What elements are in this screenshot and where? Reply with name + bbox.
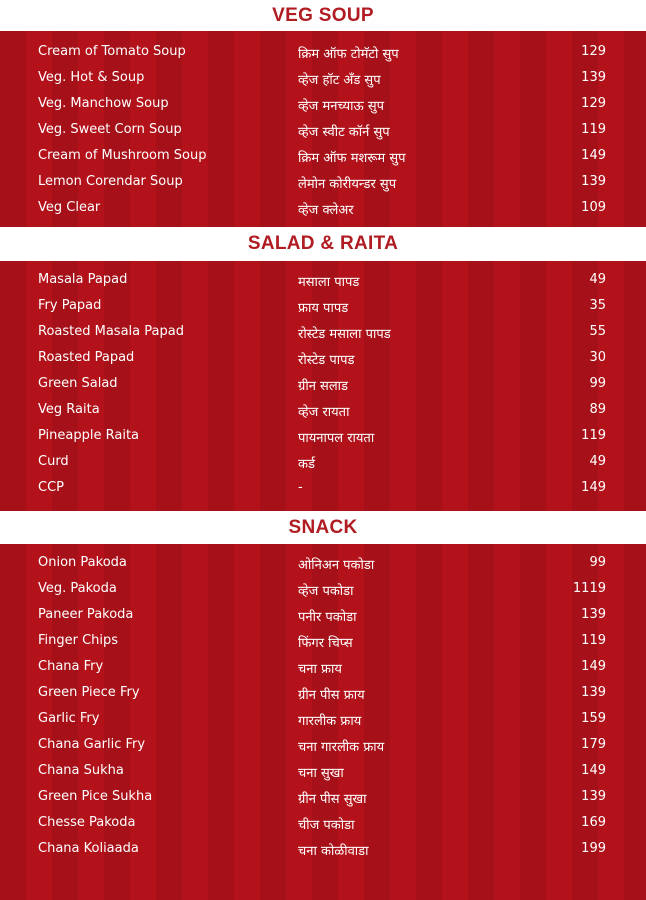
item-name-marathi: चना सुखा — [298, 766, 344, 781]
item-name: Roasted Masala Papad — [38, 324, 184, 339]
menu-item — [0, 476, 646, 502]
section-header-salad-raita — [0, 227, 646, 261]
menu-item — [0, 40, 646, 66]
item-price: 139 — [581, 685, 606, 700]
item-name-marathi: व्हेज रायता — [298, 405, 350, 420]
item-price: 139 — [581, 607, 606, 622]
item-name-marathi: व्हेज स्वीट कॉर्न सुप — [298, 125, 390, 140]
item-name-marathi: - — [298, 480, 303, 495]
item-name: Veg Clear — [38, 200, 101, 215]
item-name-marathi: व्हेज क्लेअर — [298, 203, 354, 218]
item-name-marathi: रोस्टेड पापड — [298, 353, 355, 368]
item-name-marathi: फिंगर चिप्स — [298, 636, 353, 651]
menu-item — [0, 811, 646, 837]
item-name-marathi: ग्रीन पीस फ्राय — [298, 688, 365, 703]
item-name: CCP — [38, 480, 64, 495]
item-name: Cream of Tomato Soup — [38, 44, 186, 59]
menu-item — [0, 655, 646, 681]
item-name: Chana Fry — [38, 659, 104, 674]
section-title: SALAD & RAITA — [247, 233, 399, 254]
item-price: 99 — [589, 376, 606, 391]
item-name-marathi: चना कोळीवाडा — [298, 844, 369, 859]
item-price: 109 — [581, 200, 606, 215]
section-title: VEG SOUP — [272, 4, 374, 26]
item-name: Veg. Sweet Corn Soup — [38, 122, 182, 137]
menu-item — [0, 92, 646, 118]
section-header-snack — [0, 511, 646, 544]
item-price: 1119 — [572, 581, 606, 596]
item-name-marathi: चना फ्राय — [298, 662, 342, 677]
section-title: SNACK — [288, 516, 358, 538]
item-name: Chana Koliaada — [38, 841, 139, 856]
section-list-veg-soup — [0, 31, 646, 227]
item-name-marathi: गारलीक फ्राय — [298, 714, 362, 729]
item-price: 149 — [581, 480, 606, 495]
item-name: Chesse Pakoda — [38, 815, 136, 830]
item-price: 139 — [581, 174, 606, 189]
menu-item — [0, 837, 646, 863]
item-name: Veg. Manchow Soup — [38, 96, 169, 111]
section-list-snack — [0, 544, 646, 900]
menu-item — [0, 681, 646, 707]
item-price: 49 — [589, 454, 606, 469]
item-name: Green Pice Sukha — [38, 789, 153, 804]
item-price: 35 — [589, 298, 606, 313]
menu-item — [0, 398, 646, 424]
item-name: Onion Pakoda — [38, 555, 127, 570]
item-name: Green Piece Fry — [38, 685, 140, 700]
item-name-marathi: पनीर पकोडा — [298, 610, 357, 625]
menu-item — [0, 424, 646, 450]
item-name: Masala Papad — [38, 272, 128, 287]
menu-item — [0, 320, 646, 346]
item-name-marathi: रोस्टेड मसाला पापड — [298, 327, 391, 342]
menu-item — [0, 346, 646, 372]
item-name-marathi: ग्रीन पीस सुखा — [298, 792, 367, 807]
item-price: 49 — [589, 272, 606, 287]
menu-item — [0, 196, 646, 222]
menu-item — [0, 759, 646, 785]
item-name-marathi: लेमोन कोरीयन्डर सुप — [298, 177, 397, 192]
menu-item — [0, 118, 646, 144]
menu-item — [0, 450, 646, 476]
item-name: Cream of Mushroom Soup — [38, 148, 207, 163]
menu-item — [0, 170, 646, 196]
item-name: Chana Sukha — [38, 763, 124, 778]
item-price: 149 — [581, 763, 606, 778]
item-name: Veg. Pakoda — [38, 581, 117, 596]
item-price: 89 — [589, 402, 606, 417]
item-price: 179 — [581, 737, 606, 752]
item-name: Fry Papad — [38, 298, 102, 313]
item-name-marathi: ग्रीन सलाड — [298, 379, 348, 394]
menu-item — [0, 577, 646, 603]
item-name: Paneer Pakoda — [38, 607, 134, 622]
item-name-marathi: क्रिम ऑफ मशरूम सुप — [298, 151, 406, 166]
item-name: Finger Chips — [38, 633, 119, 648]
item-price: 119 — [581, 428, 606, 443]
menu-item — [0, 629, 646, 655]
section-header-veg-soup — [0, 0, 646, 31]
item-price: 149 — [581, 148, 606, 163]
item-name-marathi: चना गारलीक फ्राय — [298, 740, 385, 755]
item-price: 129 — [581, 44, 606, 59]
item-price: 99 — [589, 555, 606, 570]
item-name: Curd — [38, 454, 69, 469]
item-name-marathi: ओनिअन पकोडा — [298, 558, 375, 573]
item-price: 149 — [581, 659, 606, 674]
item-name: Green Salad — [38, 376, 118, 391]
item-name-marathi: फ्राय पापड — [298, 301, 349, 316]
item-price: 55 — [589, 324, 606, 339]
menu-item — [0, 144, 646, 170]
item-price: 139 — [581, 789, 606, 804]
item-price: 30 — [589, 350, 606, 365]
item-name: Garlic Fry — [38, 711, 100, 726]
menu-item — [0, 733, 646, 759]
item-name: Roasted Papad — [38, 350, 135, 365]
menu-item — [0, 268, 646, 294]
menu-item — [0, 785, 646, 811]
menu-item — [0, 66, 646, 92]
menu-item — [0, 707, 646, 733]
item-name-marathi: कर्ड — [298, 457, 315, 472]
item-price: 159 — [581, 711, 606, 726]
item-name: Pineapple Raita — [38, 428, 140, 443]
item-name-marathi: पायनापल रायता — [298, 431, 375, 446]
menu-item — [0, 551, 646, 577]
item-price: 139 — [581, 70, 606, 85]
item-name: Chana Garlic Fry — [38, 737, 146, 752]
item-name: Lemon Corendar Soup — [38, 174, 183, 189]
item-price: 169 — [581, 815, 606, 830]
menu-item — [0, 372, 646, 398]
item-price: 199 — [581, 841, 606, 856]
item-name-marathi: व्हेज हॉट अँड सुप — [298, 73, 381, 88]
item-name-marathi: क्रिम ऑफ टोमॅटो सुप — [298, 47, 399, 62]
item-name-marathi: मसाला पापड — [298, 275, 360, 290]
item-name-marathi: व्हेज मनच्याऊ सुप — [298, 99, 384, 114]
section-list-salad-raita — [0, 261, 646, 511]
item-name: Veg. Hot & Soup — [38, 70, 145, 85]
menu-item — [0, 294, 646, 320]
item-name-marathi: व्हेज पकोडा — [298, 584, 354, 599]
item-price: 129 — [581, 96, 606, 111]
item-price: 119 — [581, 633, 606, 648]
menu-item — [0, 603, 646, 629]
item-name: Veg Raita — [38, 402, 100, 417]
item-price: 119 — [581, 122, 606, 137]
item-name-marathi: चीज पकोडा — [298, 818, 355, 833]
